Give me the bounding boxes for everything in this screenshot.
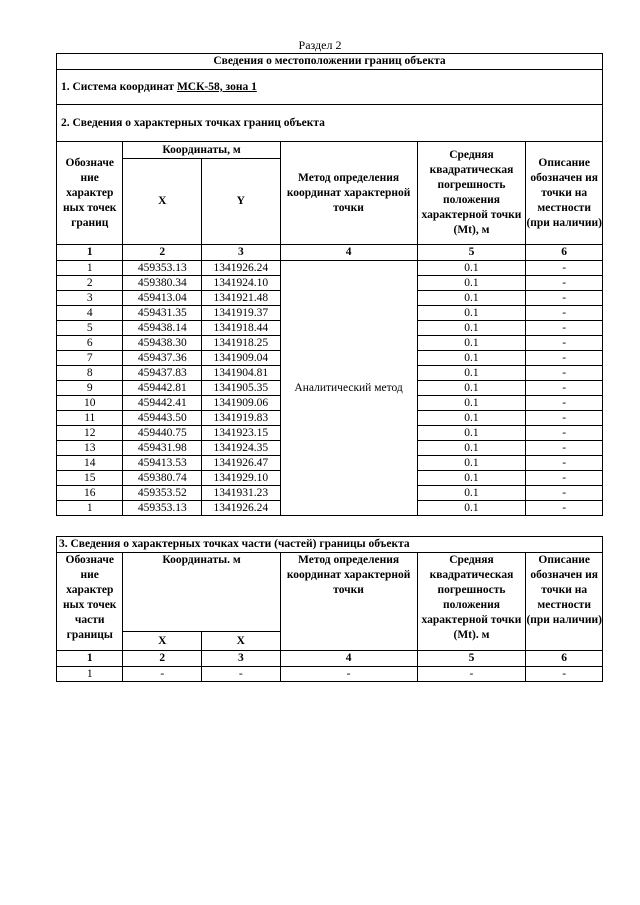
column-number: 5 xyxy=(417,245,526,261)
error-cell: 0.1 xyxy=(417,471,526,486)
x-coordinate-cell: 459353.13 xyxy=(123,501,202,516)
x-coordinate-cell: 459442.81 xyxy=(123,381,202,396)
header-x: X xyxy=(123,632,202,651)
y-coordinate-cell: 1341929.10 xyxy=(202,471,281,486)
y-coordinate-cell: 1341931.23 xyxy=(202,486,281,501)
coordinate-system-value: МСК-58, зона 1 xyxy=(176,80,257,93)
y-coordinate-cell: 1341924.10 xyxy=(202,276,281,291)
x-coordinate-cell: 459413.04 xyxy=(123,291,202,306)
y-coordinate-cell: 1341905.35 xyxy=(202,381,281,396)
error-cell: 0.1 xyxy=(417,276,526,291)
y-coordinate-cell: 1341904.81 xyxy=(202,366,281,381)
header-description: Описание обозначен ия точки на местности (при наличии) xyxy=(526,142,603,245)
description-cell: - xyxy=(526,667,603,682)
point-number-cell: 11 xyxy=(57,411,123,426)
x-coordinate-cell: 459380.34 xyxy=(123,276,202,291)
column-number: 2 xyxy=(123,245,202,261)
header-y: X xyxy=(202,632,281,651)
column-number: 3 xyxy=(202,245,281,261)
y-coordinate-cell: - xyxy=(202,667,281,682)
error-cell: 0.1 xyxy=(417,291,526,306)
error-cell: 0.1 xyxy=(417,366,526,381)
x-coordinate-cell: 459442.41 xyxy=(123,396,202,411)
column-number: 1 xyxy=(57,245,123,261)
y-coordinate-cell: 1341921.48 xyxy=(202,291,281,306)
y-coordinate-cell: 1341926.24 xyxy=(202,501,281,516)
x-coordinate-cell: 459443.50 xyxy=(123,411,202,426)
description-cell: - xyxy=(526,321,603,336)
header-error: Средняя квадратическая погрешность положения характерной точки (Mt), м xyxy=(417,142,526,245)
column-number: 4 xyxy=(280,651,417,667)
part-points-table xyxy=(56,536,603,682)
description-cell: - xyxy=(526,471,603,486)
description-cell: - xyxy=(526,291,603,306)
table-row xyxy=(57,667,603,682)
section-label: Раздел 2 xyxy=(298,38,342,52)
point-number-cell: 8 xyxy=(57,366,123,381)
y-coordinate-cell: 1341919.83 xyxy=(202,411,281,426)
y-coordinate-cell: 1341926.24 xyxy=(202,261,281,276)
description-cell: - xyxy=(526,261,603,276)
x-coordinate-cell: 459353.13 xyxy=(123,261,202,276)
method-cell: - xyxy=(280,667,417,682)
point-number-cell: 13 xyxy=(57,441,123,456)
error-cell: 0.1 xyxy=(417,321,526,336)
x-coordinate-cell: 459438.30 xyxy=(123,336,202,351)
x-coordinate-cell: 459437.36 xyxy=(123,351,202,366)
header-coordinates: Координаты, м xyxy=(123,142,280,159)
coordinate-system-row xyxy=(57,70,603,105)
point-number-cell: 5 xyxy=(57,321,123,336)
y-coordinate-cell: 1341909.04 xyxy=(202,351,281,366)
x-coordinate-cell: 459431.35 xyxy=(123,306,202,321)
header-description: Описание обозначен ия точки на местности (при наличии) xyxy=(526,553,603,651)
column-number: 4 xyxy=(280,245,417,261)
point-number-cell: 1 xyxy=(57,261,123,276)
header-method: Метод определения координат характерной точки xyxy=(280,142,417,245)
description-cell: - xyxy=(526,396,603,411)
point-number-cell: 12 xyxy=(57,426,123,441)
header-x: X xyxy=(123,159,202,245)
header-method: Метод определения координат характерной точки xyxy=(280,553,417,651)
boundary-points-table xyxy=(56,53,603,516)
column-number-row xyxy=(57,245,603,261)
point-number-cell: 1 xyxy=(57,667,123,682)
header-coordinates: Координаты. м xyxy=(123,553,280,632)
x-coordinate-cell: 459440.75 xyxy=(123,426,202,441)
description-cell: - xyxy=(526,351,603,366)
error-cell: 0.1 xyxy=(417,306,526,321)
error-cell: 0.1 xyxy=(417,426,526,441)
x-coordinate-cell: 459437.83 xyxy=(123,366,202,381)
column-number: 6 xyxy=(526,245,603,261)
description-cell: - xyxy=(526,306,603,321)
description-cell: - xyxy=(526,456,603,471)
error-cell: - xyxy=(417,667,526,682)
header-error: Средняя квадратическая погрешность положения характерной точки (Mt). м xyxy=(417,553,526,651)
method-cell: Аналитический метод xyxy=(280,261,417,516)
point-number-cell: 16 xyxy=(57,486,123,501)
column-number: 2 xyxy=(123,651,202,667)
x-coordinate-cell: - xyxy=(123,667,202,682)
description-cell: - xyxy=(526,501,603,516)
error-cell: 0.1 xyxy=(417,336,526,351)
error-cell: 0.1 xyxy=(417,501,526,516)
description-cell: - xyxy=(526,426,603,441)
y-coordinate-cell: 1341923.15 xyxy=(202,426,281,441)
x-coordinate-cell: 459438.14 xyxy=(123,321,202,336)
x-coordinate-cell: 459431.98 xyxy=(123,441,202,456)
column-number: 1 xyxy=(57,651,123,667)
header-designation: Обозначе ние характер ных точек границ xyxy=(57,142,123,245)
document-title: Сведения о местоположении границ объекта xyxy=(57,54,603,70)
error-cell: 0.1 xyxy=(417,381,526,396)
error-cell: 0.1 xyxy=(417,351,526,366)
y-coordinate-cell: 1341919.37 xyxy=(202,306,281,321)
point-number-cell: 4 xyxy=(57,306,123,321)
point-number-cell: 1 xyxy=(57,501,123,516)
error-cell: 0.1 xyxy=(417,411,526,426)
y-coordinate-cell: 1341909.06 xyxy=(202,396,281,411)
parts-heading: 3. Сведения о характерных точках части (частей) границы объекта xyxy=(57,537,603,553)
x-coordinate-cell: 459380.74 xyxy=(123,471,202,486)
error-cell: 0.1 xyxy=(417,486,526,501)
point-number-cell: 9 xyxy=(57,381,123,396)
error-cell: 0.1 xyxy=(417,441,526,456)
y-coordinate-cell: 1341918.44 xyxy=(202,321,281,336)
error-cell: 0.1 xyxy=(417,261,526,276)
description-cell: - xyxy=(526,276,603,291)
description-cell: - xyxy=(526,336,603,351)
table-row xyxy=(57,261,603,276)
points-heading: 2. Сведения о характерных точках границ объекта xyxy=(57,105,603,142)
description-cell: - xyxy=(526,411,603,426)
point-number-cell: 2 xyxy=(57,276,123,291)
x-coordinate-cell: 459353.52 xyxy=(123,486,202,501)
header-y: Y xyxy=(202,159,281,245)
point-number-cell: 14 xyxy=(57,456,123,471)
y-coordinate-cell: 1341918.25 xyxy=(202,336,281,351)
point-number-cell: 15 xyxy=(57,471,123,486)
description-cell: - xyxy=(526,366,603,381)
point-number-cell: 6 xyxy=(57,336,123,351)
column-number: 6 xyxy=(526,651,603,667)
error-cell: 0.1 xyxy=(417,456,526,471)
description-cell: - xyxy=(526,486,603,501)
header-designation: Обозначе ние характер ных точек части границы xyxy=(57,553,123,651)
description-cell: - xyxy=(526,381,603,396)
point-number-cell: 10 xyxy=(57,396,123,411)
description-cell: - xyxy=(526,441,603,456)
y-coordinate-cell: 1341926.47 xyxy=(202,456,281,471)
point-number-cell: 7 xyxy=(57,351,123,366)
point-number-cell: 3 xyxy=(57,291,123,306)
coordinate-system-label: 1. Система координат xyxy=(61,80,175,93)
column-number: 5 xyxy=(417,651,526,667)
error-cell: 0.1 xyxy=(417,396,526,411)
column-number: 3 xyxy=(202,651,281,667)
y-coordinate-cell: 1341924.35 xyxy=(202,441,281,456)
column-number-row xyxy=(57,651,603,667)
x-coordinate-cell: 459413.53 xyxy=(123,456,202,471)
